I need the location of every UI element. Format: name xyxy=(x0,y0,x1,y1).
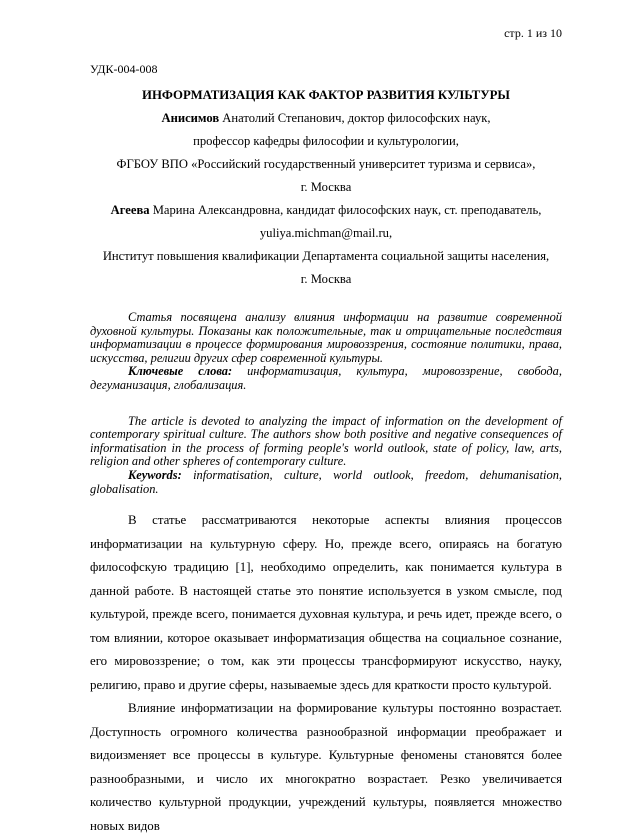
author-line-text: г. Москва xyxy=(300,180,352,194)
keywords-en-text: informatisation, culture, world outlook, freedom, dehumanisation, globalisation. xyxy=(90,467,562,496)
author-block xyxy=(90,107,562,291)
keywords-en-label: Keywords: xyxy=(128,467,182,482)
author-line xyxy=(90,245,562,268)
page-number: стр. 1 из 10 xyxy=(504,26,562,40)
udk-code: УДК-004-008 xyxy=(90,62,158,76)
author-line-text: Институт повышения квалификации Департамента социальной защиты населения, xyxy=(102,249,550,263)
author-line-text: Марина Александровна, кандидат философских наук, ст. преподаватель, xyxy=(149,203,542,217)
author-line xyxy=(90,176,562,199)
author-line-text: профессор кафедры философии и культурологии, xyxy=(193,134,459,148)
author-line-text: Анатолий Степанович, доктор философских наук, xyxy=(219,111,491,125)
abstract-en-block xyxy=(90,415,562,497)
author-line xyxy=(90,268,562,291)
author-line xyxy=(90,153,562,176)
author-line xyxy=(90,107,562,130)
keywords-ru xyxy=(90,365,562,392)
author-line-text: г. Москва xyxy=(300,272,352,286)
keywords-ru-text: информатизация, культура, мировоззрение, свобода, дегуманизация, глобализация. xyxy=(90,364,562,392)
keywords-en xyxy=(90,469,562,496)
body-paragraph: Влияние информатизации на формирование культуры постоянно возрастает. Доступность огромного количества разнообразной информации преображает и видоизменяет все процессы в культуре. Культурные феномены становятся более разнообразными, и число их многократно возрастает. Резко увеличивается количество культурной продукции, учреждений культуры, появляется множество новых видов xyxy=(90,701,562,833)
abstract-en: The article is devoted to analyzing the impact of information on the development of contemporary spiritual culture. The authors show both positive and negative consequences of informatisation in the process of forming people's world outlook, state of policy, law, arts, religion and other spheres of contemporary culture. xyxy=(90,413,562,469)
author-surname: Анисимов xyxy=(161,111,220,125)
author-line-text: ФГБОУ ВПО «Российский государственный университет туризма и сервиса», xyxy=(116,157,536,171)
abstract-ru-block xyxy=(90,311,562,393)
article-title: ИНФОРМАТИЗАЦИЯ КАК ФАКТОР РАЗВИТИЯ КУЛЬТУРЫ xyxy=(142,88,510,102)
author-line xyxy=(90,130,562,153)
author-surname: Агеева xyxy=(110,203,150,217)
author-email xyxy=(90,222,562,245)
body-paragraph: В статье рассматриваются некоторые аспекты влияния процессов информатизации на культурную сферу. Но, прежде всего, опираясь на богатую философскую традицию [1], необходимо определить, как понимается культура в данной работе. В настоящей статье это понятие используется в узком смысле, под культурой, прежде всего, понимается духовная культура, и речь идет, прежде всего, о том влиянии, которое оказывает информатизация общества на социальное сознание, его мировоззрение; о том, как эти процессы трансформируют искусство, науку, религию, право и другие сферы, называемые здесь для краткости просто культурой. xyxy=(90,513,562,692)
abstract-ru: Статья посвящена анализу влияния информации на развитие современной духовной культуры. Показаны как положительные, так и отрицательные последствия информатизации в процессе формирования мировоззрения, состояние политики, права, искусства, религии других сфер современной культуры. xyxy=(90,310,562,365)
keywords-ru-label: Ключевые слова: xyxy=(128,364,233,379)
author-line-text: yuliya.michman@mail.ru, xyxy=(259,226,393,240)
article-body xyxy=(90,509,562,838)
author-line xyxy=(90,199,562,222)
